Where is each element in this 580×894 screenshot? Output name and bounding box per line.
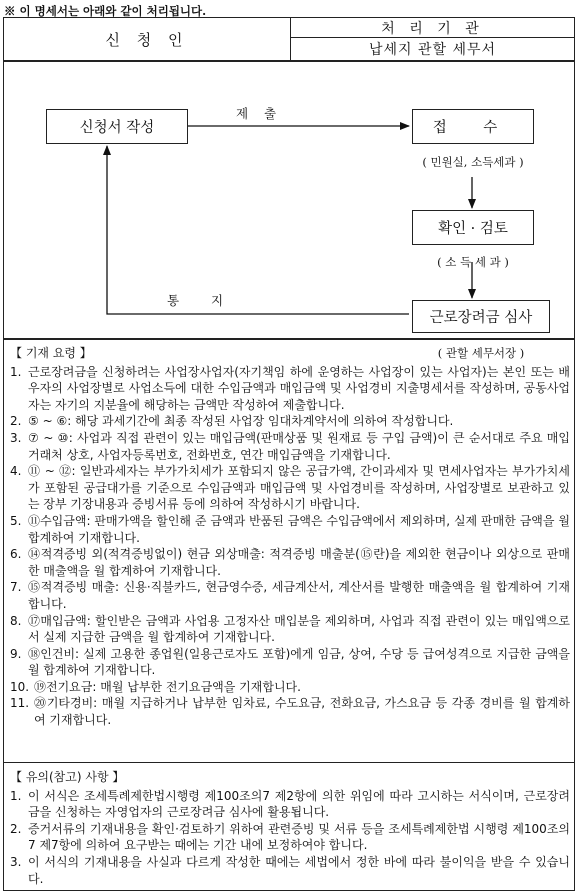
- review-box: 확인 · 검토: [412, 210, 534, 245]
- item-number: 10.: [10, 679, 30, 694]
- item-text: 이 서식은 조세특례제한법시행령 제100조의7 제2항에 의한 위임에 따라 고시하는 서식이며, 근로장려금을 신청하는 자영업자의 근로장려금 심사에 활용됩니다.: [28, 788, 570, 820]
- item-text: 근로장려금을 신청하려는 사업장사업자(자기책임 하에 운영하는 사업장이 있는 사업자)는 본인 또는 배우자의 사업장별로 사업소득에 대한 수입금액과 매입금액 및 사업경비 지출명세서를 작성하며, 공동사업자는 자기의 지분율에 해당하는 금액만 작성하여 제출합니다.: [28, 364, 570, 412]
- notify-arrow: [107, 146, 409, 314]
- instruction-item: [10, 579, 570, 612]
- instruction-item: [10, 679, 570, 696]
- item-number: 8.: [10, 613, 22, 628]
- instruction-item: [10, 463, 570, 513]
- instruction-item: [10, 513, 570, 546]
- note-item: [10, 821, 570, 854]
- header-processing-org: 처 리 기 관: [381, 20, 484, 37]
- processing-note: ※ 이 명세서는 아래와 같이 처리됩니다.: [4, 4, 207, 18]
- notes-section: [10, 769, 570, 887]
- audit-department: ( 관할 세무서장 ): [437, 346, 525, 360]
- section-divider: [4, 762, 574, 763]
- item-text: ⑰매입금액: 할인받은 금액과 사업용 고정자산 매입분을 제외하며, 사업과 직접 관련이 있는 매입액으로서 실제 지급한 금액을 월 합계하여 기재합니다.: [28, 613, 570, 645]
- item-number: 9.: [10, 646, 22, 661]
- form-frame: [3, 17, 575, 891]
- item-text: ⑱인건비: 실제 고용한 종업원(일용근로자도 포함)에게 임금, 상여, 수당 등 급여성격으로 지급한 금액을 월 합계하여 기재합니다.: [28, 646, 570, 678]
- review-department: ( 소 득 세 과 ): [437, 255, 509, 269]
- instructions-title: 【 기재 요령 】: [10, 346, 92, 360]
- item-number: 6.: [10, 547, 22, 562]
- instruction-item: [10, 413, 570, 430]
- header-tax-office: 납세지 관할 세무서: [368, 42, 497, 58]
- notify-label: 통 지: [167, 293, 238, 308]
- item-number: 3.: [10, 430, 22, 445]
- instructions-list: [10, 364, 570, 729]
- item-number: 11.: [10, 696, 30, 711]
- section-divider: [4, 338, 574, 340]
- instruction-item: [10, 613, 570, 646]
- instruction-item: [10, 430, 570, 463]
- item-text: ⑲전기요금: 매월 납부한 전기요금액을 기재합니다.: [34, 679, 301, 694]
- item-number: 2.: [10, 414, 22, 429]
- audit-box: 근로장려금 심사: [412, 300, 550, 333]
- instructions-section: [10, 345, 570, 729]
- item-text: ⑤ ~ ⑥: 해당 과세기간에 최종 작성된 사업장 임대차계약서에 의하여 작성합니다.: [28, 414, 454, 429]
- item-number: 1.: [10, 788, 22, 803]
- note-item: [10, 854, 570, 887]
- item-text: ⑦ ~ ⑩: 사업과 직접 관련이 있는 매입금액(판매상품 및 원재료 등 구입 금액)이 큰 순서대로 주요 매입거래처 상호, 사업자등록번호, 전화번호, 연간 매입금액을 기재합니다.: [28, 430, 570, 462]
- item-text: ⑳기타경비: 매월 지급하거나 납부한 임차료, 수도요금, 전화요금, 가스요금 등 각종 경비를 월 합계하여 기재합니다.: [34, 696, 570, 728]
- item-text: ⑪ ~ ⑫: 일반과세자는 부가가치세가 포함되지 않은 공급가액, 간이과세자 및 면세사업자는 부가가치세가 포함된 공급대가를 기준으로 수입금액과 매입금액 및 사업경비를 작성하며, 사업장별로 보관하고 있는 장부 기장내용과 증빙서류 등에 의하여 작성하시기 바랍니다.: [28, 464, 570, 512]
- process-flowchart: [4, 62, 574, 341]
- item-text: 이 서식의 기재내용을 사실과 다르게 작성한 때에는 세법에서 정한 바에 따라 불이익을 받을 수 있습니다.: [28, 854, 570, 886]
- instruction-item: [10, 695, 570, 728]
- item-text: ⑭적격증빙 외(적격증빙없이) 현금 외상매출: 적격증빙 매출분(⑮란)을 제외한 현금이나 외상으로 판매한 매출액을 월 합계하여 기재합니다.: [28, 547, 570, 578]
- item-number: 5.: [10, 513, 22, 528]
- submit-label: 제 출: [236, 106, 283, 121]
- receive-department: ( 민원실, 소득세과 ): [422, 155, 524, 169]
- item-number: 2.: [10, 821, 22, 836]
- note-item: [10, 788, 570, 821]
- item-number: 4.: [10, 464, 22, 479]
- item-number: 3.: [10, 854, 22, 869]
- notes-title: 【 유의(참고) 사항 】: [10, 770, 125, 784]
- header-applicant: 신 청 인: [105, 30, 189, 49]
- instruction-item: [10, 546, 570, 579]
- item-number: 7.: [10, 580, 22, 595]
- item-text: ⑮적격증빙 매출: 신용·직불카드, 현금영수증, 세금계산서, 계산서를 발행한 매출액을 월 합계하여 기재합니다.: [28, 580, 570, 611]
- item-number: 1.: [10, 364, 22, 379]
- notes-list: [10, 788, 570, 888]
- item-text: 증거서류의 기재내용을 확인·검토하기 위하여 관련증빙 및 서류 등을 조세특례제한법 시행령 제100조의7 제7항에 의하여 요구받는 때에는 기간 내에 보정하여야 합니다.: [28, 821, 570, 853]
- item-text: ⑪수입금액: 판매가액을 할인해 준 금액과 반품된 금액은 수입금액에서 제외하며, 실제 판매한 금액을 월 합계하여 기재합니다.: [28, 513, 570, 545]
- write-application-box: 신청서 작성: [46, 109, 188, 144]
- instruction-item: [10, 646, 570, 679]
- receive-box: 접 수: [412, 109, 534, 144]
- instruction-item: [10, 364, 570, 414]
